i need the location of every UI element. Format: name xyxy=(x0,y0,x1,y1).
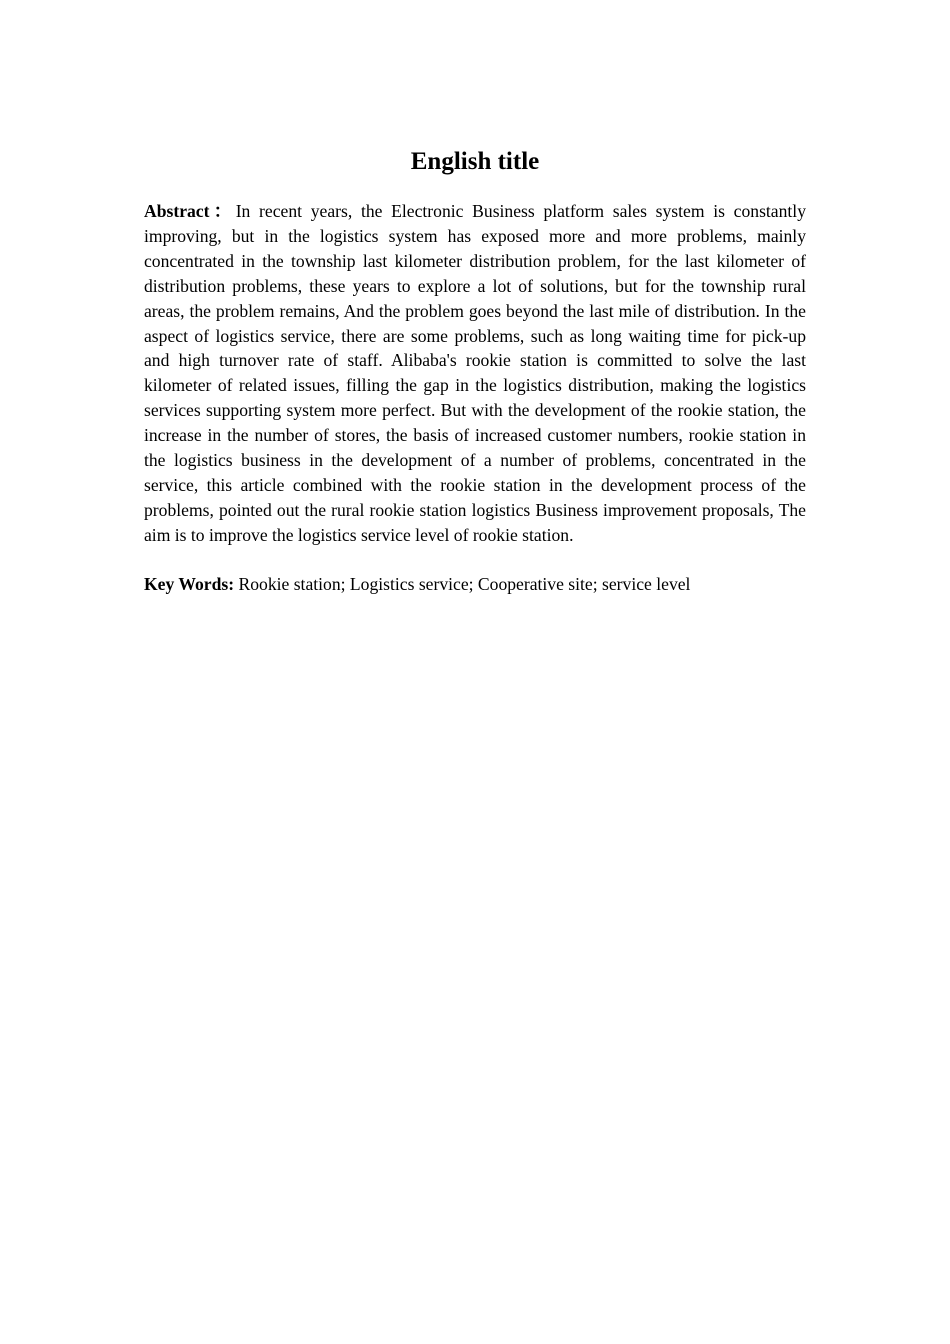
keywords-text: Rookie station; Logistics service; Cooperative site; service level xyxy=(234,574,691,594)
abstract-label: Abstract： xyxy=(144,201,236,221)
abstract-paragraph xyxy=(144,199,806,548)
keywords-line xyxy=(144,572,806,597)
abstract-text: In recent years, the Electronic Business platform sales system is constantly improving, but in the logistics system has exposed more and more problems, mainly concentrated in the township last kilometer distribution problem, for the last kilometer of distribution problems, these years to explore a lot of solutions, but for the township rural areas, the problem remains, And the problem goes beyond the last mile of distribution. In the aspect of logistics service, there are some problems, such as long waiting time for pick-up and high turnover rate of staff. Alibaba's rookie station is committed to solve the last kilometer of related issues, filling the gap in the logistics distribution, making the logistics services supporting system more perfect. But with the development of the rookie station, the increase in the number of stores, the basis of increased customer numbers, rookie station in the logistics business in the development of a number of problems, concentrated in the service, this article combined with the rookie station in the development process of the problems, pointed out the rural rookie station logistics Business improvement proposals, The aim is to improve the logistics service level of rookie station. xyxy=(144,201,806,545)
keywords-label: Key Words: xyxy=(144,574,235,594)
page-title: English title xyxy=(410,148,540,175)
